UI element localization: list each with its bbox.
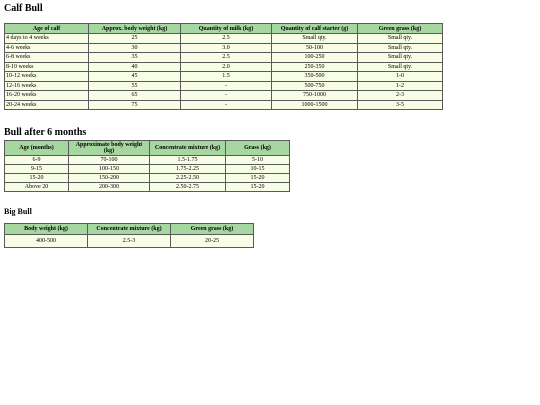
table-cell: 1-0 xyxy=(358,72,443,82)
table-cell: 6-9 xyxy=(5,156,69,165)
column-header: Approx. body weight (kg) xyxy=(89,24,181,34)
table-cell: - xyxy=(181,91,272,101)
table-cell: 2.0 xyxy=(181,62,272,72)
table-row xyxy=(5,91,443,101)
table-cell: 750-1000 xyxy=(272,91,358,101)
column-header: Age of calf xyxy=(5,24,89,34)
table-cell: 2.25-2.50 xyxy=(150,174,226,183)
table-cell: 65 xyxy=(89,91,181,101)
table-cell: Small qty. xyxy=(272,34,358,44)
table-cell: Small qty. xyxy=(358,62,443,72)
table-cell: 2.5-3 xyxy=(88,235,171,248)
table-header-row xyxy=(5,24,443,34)
column-header: Approximate body weight (kg) xyxy=(69,141,150,156)
table-cell: 40 xyxy=(89,62,181,72)
table-cell: 3-5 xyxy=(358,100,443,110)
table-cell: 2.50-2.75 xyxy=(150,183,226,192)
table-cell: 6-8 weeks xyxy=(5,53,89,63)
table-row xyxy=(5,81,443,91)
table-cell: 20-24 weeks xyxy=(5,100,89,110)
column-header: Quantity of calf starter (g) xyxy=(272,24,358,34)
table-row xyxy=(5,235,254,248)
table-cell: Small qty. xyxy=(358,43,443,53)
column-header: Body weight (kg) xyxy=(5,224,88,235)
bull-after-6-months-title: Bull after 6 months xyxy=(4,127,87,138)
table-cell: 70-100 xyxy=(69,156,150,165)
table-cell: 45 xyxy=(89,72,181,82)
table-cell: 250-350 xyxy=(272,62,358,72)
table-cell: 8-10 weeks xyxy=(5,62,89,72)
table-cell: - xyxy=(181,100,272,110)
table-cell: Small qty. xyxy=(358,34,443,44)
table-cell: 4-6 weeks xyxy=(5,43,89,53)
bull-after-6-months-table xyxy=(4,140,290,192)
column-header: Green grass (kg) xyxy=(358,24,443,34)
table-row xyxy=(5,100,443,110)
table-row xyxy=(5,43,443,53)
table-cell: 1-2 xyxy=(358,81,443,91)
calf-bull-table xyxy=(4,23,443,110)
column-header: Grass (kg) xyxy=(226,141,290,156)
table-cell: 9-15 xyxy=(5,165,69,174)
table-row xyxy=(5,72,443,82)
table-cell: 50-100 xyxy=(272,43,358,53)
column-header: Age (months) xyxy=(5,141,69,156)
table-cell: 2.5 xyxy=(181,34,272,44)
table-cell: 35 xyxy=(89,53,181,63)
column-header: Quantity of milk (kg) xyxy=(181,24,272,34)
big-bull-title: Big Bull xyxy=(4,207,32,216)
table-cell: - xyxy=(181,81,272,91)
table-row xyxy=(5,165,290,174)
table-cell: 100-250 xyxy=(272,53,358,63)
table-cell: 350-500 xyxy=(272,72,358,82)
table-cell: 5-10 xyxy=(226,156,290,165)
table-cell: 30 xyxy=(89,43,181,53)
table-cell: 1000-1500 xyxy=(272,100,358,110)
table-cell: 3.0 xyxy=(181,43,272,53)
big-bull-table xyxy=(4,223,254,248)
table-cell: 16-20 weeks xyxy=(5,91,89,101)
table-cell: 2-3 xyxy=(358,91,443,101)
calf-bull-title: Calf Bull xyxy=(4,3,43,14)
table-cell: 25 xyxy=(89,34,181,44)
table-cell: 200-300 xyxy=(69,183,150,192)
table-cell: 10-15 xyxy=(226,165,290,174)
table-cell: 2.5 xyxy=(181,53,272,63)
column-header: Green grass (kg) xyxy=(171,224,254,235)
table-row xyxy=(5,62,443,72)
table-header-row xyxy=(5,224,254,235)
table-cell: 55 xyxy=(89,81,181,91)
table-cell: 15-20 xyxy=(226,174,290,183)
table-cell: 400-500 xyxy=(5,235,88,248)
table-cell: 100-150 xyxy=(69,165,150,174)
table-cell: 1.5 xyxy=(181,72,272,82)
table-cell: 1.75-2.25 xyxy=(150,165,226,174)
table-cell: Above 20 xyxy=(5,183,69,192)
table-cell: 1.5-1.75 xyxy=(150,156,226,165)
table-header-row xyxy=(5,141,290,156)
table-cell: 75 xyxy=(89,100,181,110)
table-row xyxy=(5,34,443,44)
table-cell: 500-750 xyxy=(272,81,358,91)
table-row xyxy=(5,183,290,192)
table-cell: 12-16 weeks xyxy=(5,81,89,91)
table-row xyxy=(5,156,290,165)
table-cell: 4 days to 4 weeks xyxy=(5,34,89,44)
table-row xyxy=(5,174,290,183)
table-cell: 150-200 xyxy=(69,174,150,183)
column-header: Concentrate mixture (kg) xyxy=(88,224,171,235)
table-cell: 15-20 xyxy=(5,174,69,183)
table-row xyxy=(5,53,443,63)
column-header: Concentrate mixture (kg) xyxy=(150,141,226,156)
table-cell: 10-12 weeks xyxy=(5,72,89,82)
table-cell: Small qty. xyxy=(358,53,443,63)
table-cell: 20-25 xyxy=(171,235,254,248)
table-cell: 15-20 xyxy=(226,183,290,192)
